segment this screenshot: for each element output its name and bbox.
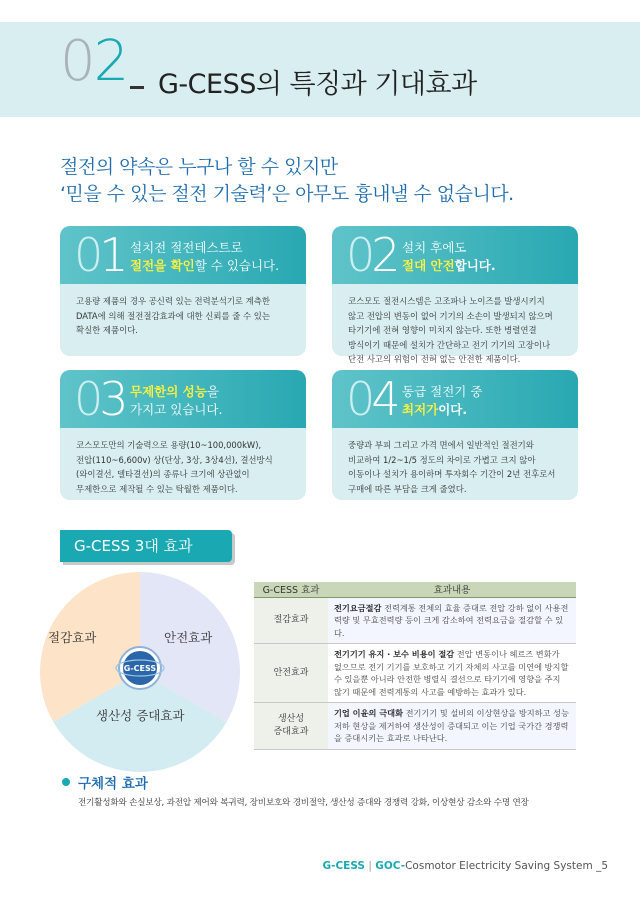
feature-card-4-body bbox=[348, 438, 566, 496]
effects-pie-graphic bbox=[40, 572, 240, 772]
table-row-text: 전압 변동이나 헤르즈 변화가 없으므로 전기 기기를 보호하고 기기 자체의 사고를 미연에 방지할 수 있을뿐 아니라 안전한 병렬식 결선으로 타기기에 영향을 주지 않기 때문에 전력계통의 사고를 예방하는 효과가 있다. bbox=[334, 649, 569, 697]
feature-card-4-number-zero: 0 bbox=[346, 372, 372, 426]
pie-label-productivity: 생산성 증대효과 bbox=[96, 708, 185, 723]
feature-card-4-headline-line1: 동급 절전기 중 bbox=[402, 384, 483, 399]
feature-card-4-highlight: 최저가 bbox=[402, 402, 439, 417]
page-title: G-CESS의 특징과 기대효과 bbox=[158, 69, 477, 100]
feature-card-1-headline-line1: 설치전 절전테스트로 bbox=[130, 240, 243, 255]
feature-card-4-body-line: 비교하여 1/2~1/5 정도의 차이로 가볍고 크지 않아 bbox=[348, 454, 536, 465]
feature-card-4-number bbox=[346, 372, 397, 426]
table-row bbox=[254, 703, 576, 750]
details-title: 구체적 효과 bbox=[78, 776, 148, 792]
feature-card-3-body-line: 전압(110~6,600v) 상(단상, 3상, 3상4선), 결선방식 bbox=[76, 454, 273, 465]
feature-card-2-number-zero: 0 bbox=[346, 228, 372, 282]
bullet-icon bbox=[62, 778, 70, 786]
table-row-value bbox=[328, 703, 576, 750]
feature-card-4-body-line: 이동이나 설치가 용이하며 투자회수 기간이 2년 전후로서 bbox=[348, 469, 556, 479]
feature-card-1 bbox=[60, 226, 306, 356]
table-row bbox=[254, 644, 576, 703]
feature-card-3-number bbox=[74, 372, 125, 426]
section-number bbox=[60, 29, 128, 94]
feature-card-2-headline-rest: 합니다. bbox=[454, 258, 496, 273]
effects-table-header-effect: G-CESS 효과 bbox=[254, 582, 328, 597]
feature-card-1-body-line: 고용량 제품의 경우 공신력 있는 전력분석기로 계측한 bbox=[76, 296, 270, 306]
footer bbox=[322, 860, 608, 872]
feature-card-1-headline-rest: 할 수 있습니다. bbox=[194, 258, 280, 273]
feature-card-1-headline-line2 bbox=[130, 257, 279, 275]
feature-card-2-headline bbox=[402, 239, 496, 275]
table-row-key-line2: 증대효과 bbox=[273, 726, 309, 737]
feature-card-4 bbox=[332, 370, 578, 500]
feature-card-2-body-line: 단전 사고의 위험이 전혀 없는 안전한 제품이다. bbox=[348, 354, 521, 364]
footer-separator: | bbox=[368, 860, 372, 872]
table-row bbox=[254, 597, 576, 644]
feature-card-2 bbox=[332, 226, 578, 364]
effects-section-title: G-CESS 3대 효과 bbox=[60, 530, 232, 562]
table-row-key-line1: 생산성 bbox=[277, 714, 305, 725]
feature-card-1-number bbox=[74, 228, 125, 282]
feature-card-2-number-digit: 2 bbox=[371, 228, 397, 282]
feature-card-3-body-line: (와이결선, 델타결선)의 종류나 크기에 상관없이 bbox=[76, 469, 250, 479]
table-row-emphasis: 전기기기 유지 · 보수 비용이 절감 bbox=[334, 649, 455, 659]
feature-card-4-header bbox=[332, 370, 578, 428]
intro-line-2: ‘믿을 수 있는 절전 기술력’은 아무도 흉내낼 수 없습니다. bbox=[60, 183, 514, 205]
table-row-key bbox=[254, 703, 328, 750]
table-row-emphasis: 기업 이윤의 극대화 bbox=[334, 708, 403, 718]
table-row-key: 절감효과 bbox=[254, 597, 328, 644]
feature-card-1-body-line: 확실한 제품이다. bbox=[76, 325, 138, 335]
feature-card-3-headline bbox=[130, 383, 222, 419]
pie-label-savings: 절감효과 bbox=[48, 630, 97, 645]
feature-card-2-body-line: 타기기에 전혀 영향이 미치지 않는다. 또한 병렬연결 bbox=[348, 325, 537, 335]
feature-card-2-body-line: 방식이기 때문에 설치가 간단하고 전기 기기의 고장이나 bbox=[348, 339, 551, 350]
table-row-value bbox=[328, 597, 576, 644]
table-row-emphasis: 전기요금절감 bbox=[334, 602, 382, 613]
section-number-two: 2 bbox=[93, 29, 128, 94]
pie-label-safety: 안전효과 bbox=[164, 630, 213, 645]
header-dash bbox=[130, 86, 144, 89]
feature-card-2-number bbox=[346, 228, 397, 282]
feature-card-3-headline-rest: 을 bbox=[206, 384, 219, 399]
feature-card-1-header bbox=[60, 226, 306, 284]
feature-card-3-number-digit: 3 bbox=[99, 372, 125, 426]
page-number: _5 bbox=[596, 860, 608, 872]
feature-card-3-headline-line2: 가지고 있습니다. bbox=[130, 402, 223, 417]
feature-card-2-headline-line2 bbox=[402, 257, 496, 275]
feature-card-1-number-digit: 1 bbox=[99, 228, 125, 282]
feature-card-3-highlight: 무제한의 성능 bbox=[130, 384, 207, 399]
section-number-zero: 0 bbox=[60, 29, 94, 94]
effects-table-header-content: 효과내용 bbox=[328, 582, 576, 597]
g-cess-logo-text: G-CESS bbox=[123, 664, 157, 673]
footer-brand: G-CESS bbox=[322, 860, 365, 872]
feature-card-2-body-line: 않고 전압의 변동이 없어 기기의 소손이 발생되지 않으며 bbox=[348, 310, 553, 321]
feature-card-2-headline-line1: 설치 후에도 bbox=[402, 240, 467, 255]
feature-card-1-body bbox=[76, 294, 294, 338]
table-row-text: 전력계통 전체의 효율 증대로 전압 강하 없이 사용전력량 및 무효전력량 등이 크게 감소하여 전력요금을 절감할 수 있다. bbox=[334, 602, 569, 638]
footer-goc: GOC- bbox=[375, 860, 406, 872]
feature-card-4-headline-line2 bbox=[402, 401, 482, 419]
feature-card-4-number-digit: 4 bbox=[371, 372, 397, 426]
feature-card-3 bbox=[60, 370, 306, 500]
feature-card-4-headline bbox=[402, 383, 482, 419]
feature-card-1-number-zero: 0 bbox=[74, 228, 100, 282]
feature-card-3-headline-line1 bbox=[130, 383, 222, 401]
table-row-text: 전기기기 및 설비의 이상현상을 방지하고 성능저하 현상을 제거하여 생산성이 증대되고 이는 기업 국가간 경쟁력을 증대시키는 효과로 나타난다. bbox=[334, 708, 569, 743]
table-row-key: 안전효과 bbox=[254, 644, 328, 703]
feature-card-1-body-line: DATA에 의해 절전절감효과에 대한 신뢰를 줄 수 있는 bbox=[76, 310, 270, 321]
intro-text bbox=[60, 154, 514, 208]
feature-card-3-body-line: 코스모도만의 기술력으로 용량(10~100,000kW), bbox=[76, 440, 262, 450]
intro-line-1: 절전의 약속은 누구나 할 수 있지만 bbox=[60, 156, 338, 178]
effects-pie bbox=[40, 572, 240, 772]
feature-card-4-body-line: 구매에 따른 부담을 크게 줄였다. bbox=[348, 483, 467, 494]
feature-card-2-header bbox=[332, 226, 578, 284]
feature-card-2-body-line: 코스모도 절전시스템은 고조파나 노이즈를 발생시키지 bbox=[348, 296, 545, 306]
effects-table-header-row bbox=[254, 582, 576, 597]
feature-card-2-highlight: 절대 안전 bbox=[402, 258, 455, 273]
feature-card-1-headline bbox=[130, 239, 279, 275]
effects-table bbox=[254, 582, 576, 750]
feature-card-3-header bbox=[60, 370, 306, 428]
feature-card-2-body bbox=[348, 294, 566, 367]
feature-card-1-highlight: 절전을 확인 bbox=[130, 258, 195, 273]
footer-system-name: Cosmotor Electricity Saving System bbox=[405, 860, 593, 872]
details-text: 전기활성화와 손실보상, 과전압 제어와 복귀력, 장비보호와 경비절약, 생산성 증대와 경쟁력 강화, 이상현상 감소와 수명 연장 bbox=[78, 798, 529, 808]
feature-card-4-body-line: 중량과 부피 그리고 가격 면에서 일반적인 절전기와 bbox=[348, 440, 534, 450]
feature-card-3-body-line: 무제한으로 제작될 수 있는 탁월한 제품이다. bbox=[76, 483, 238, 494]
table-row-value bbox=[328, 644, 576, 703]
feature-card-3-number-zero: 0 bbox=[74, 372, 100, 426]
feature-card-3-body bbox=[76, 438, 294, 496]
feature-card-4-headline-rest: 이다. bbox=[438, 402, 468, 417]
